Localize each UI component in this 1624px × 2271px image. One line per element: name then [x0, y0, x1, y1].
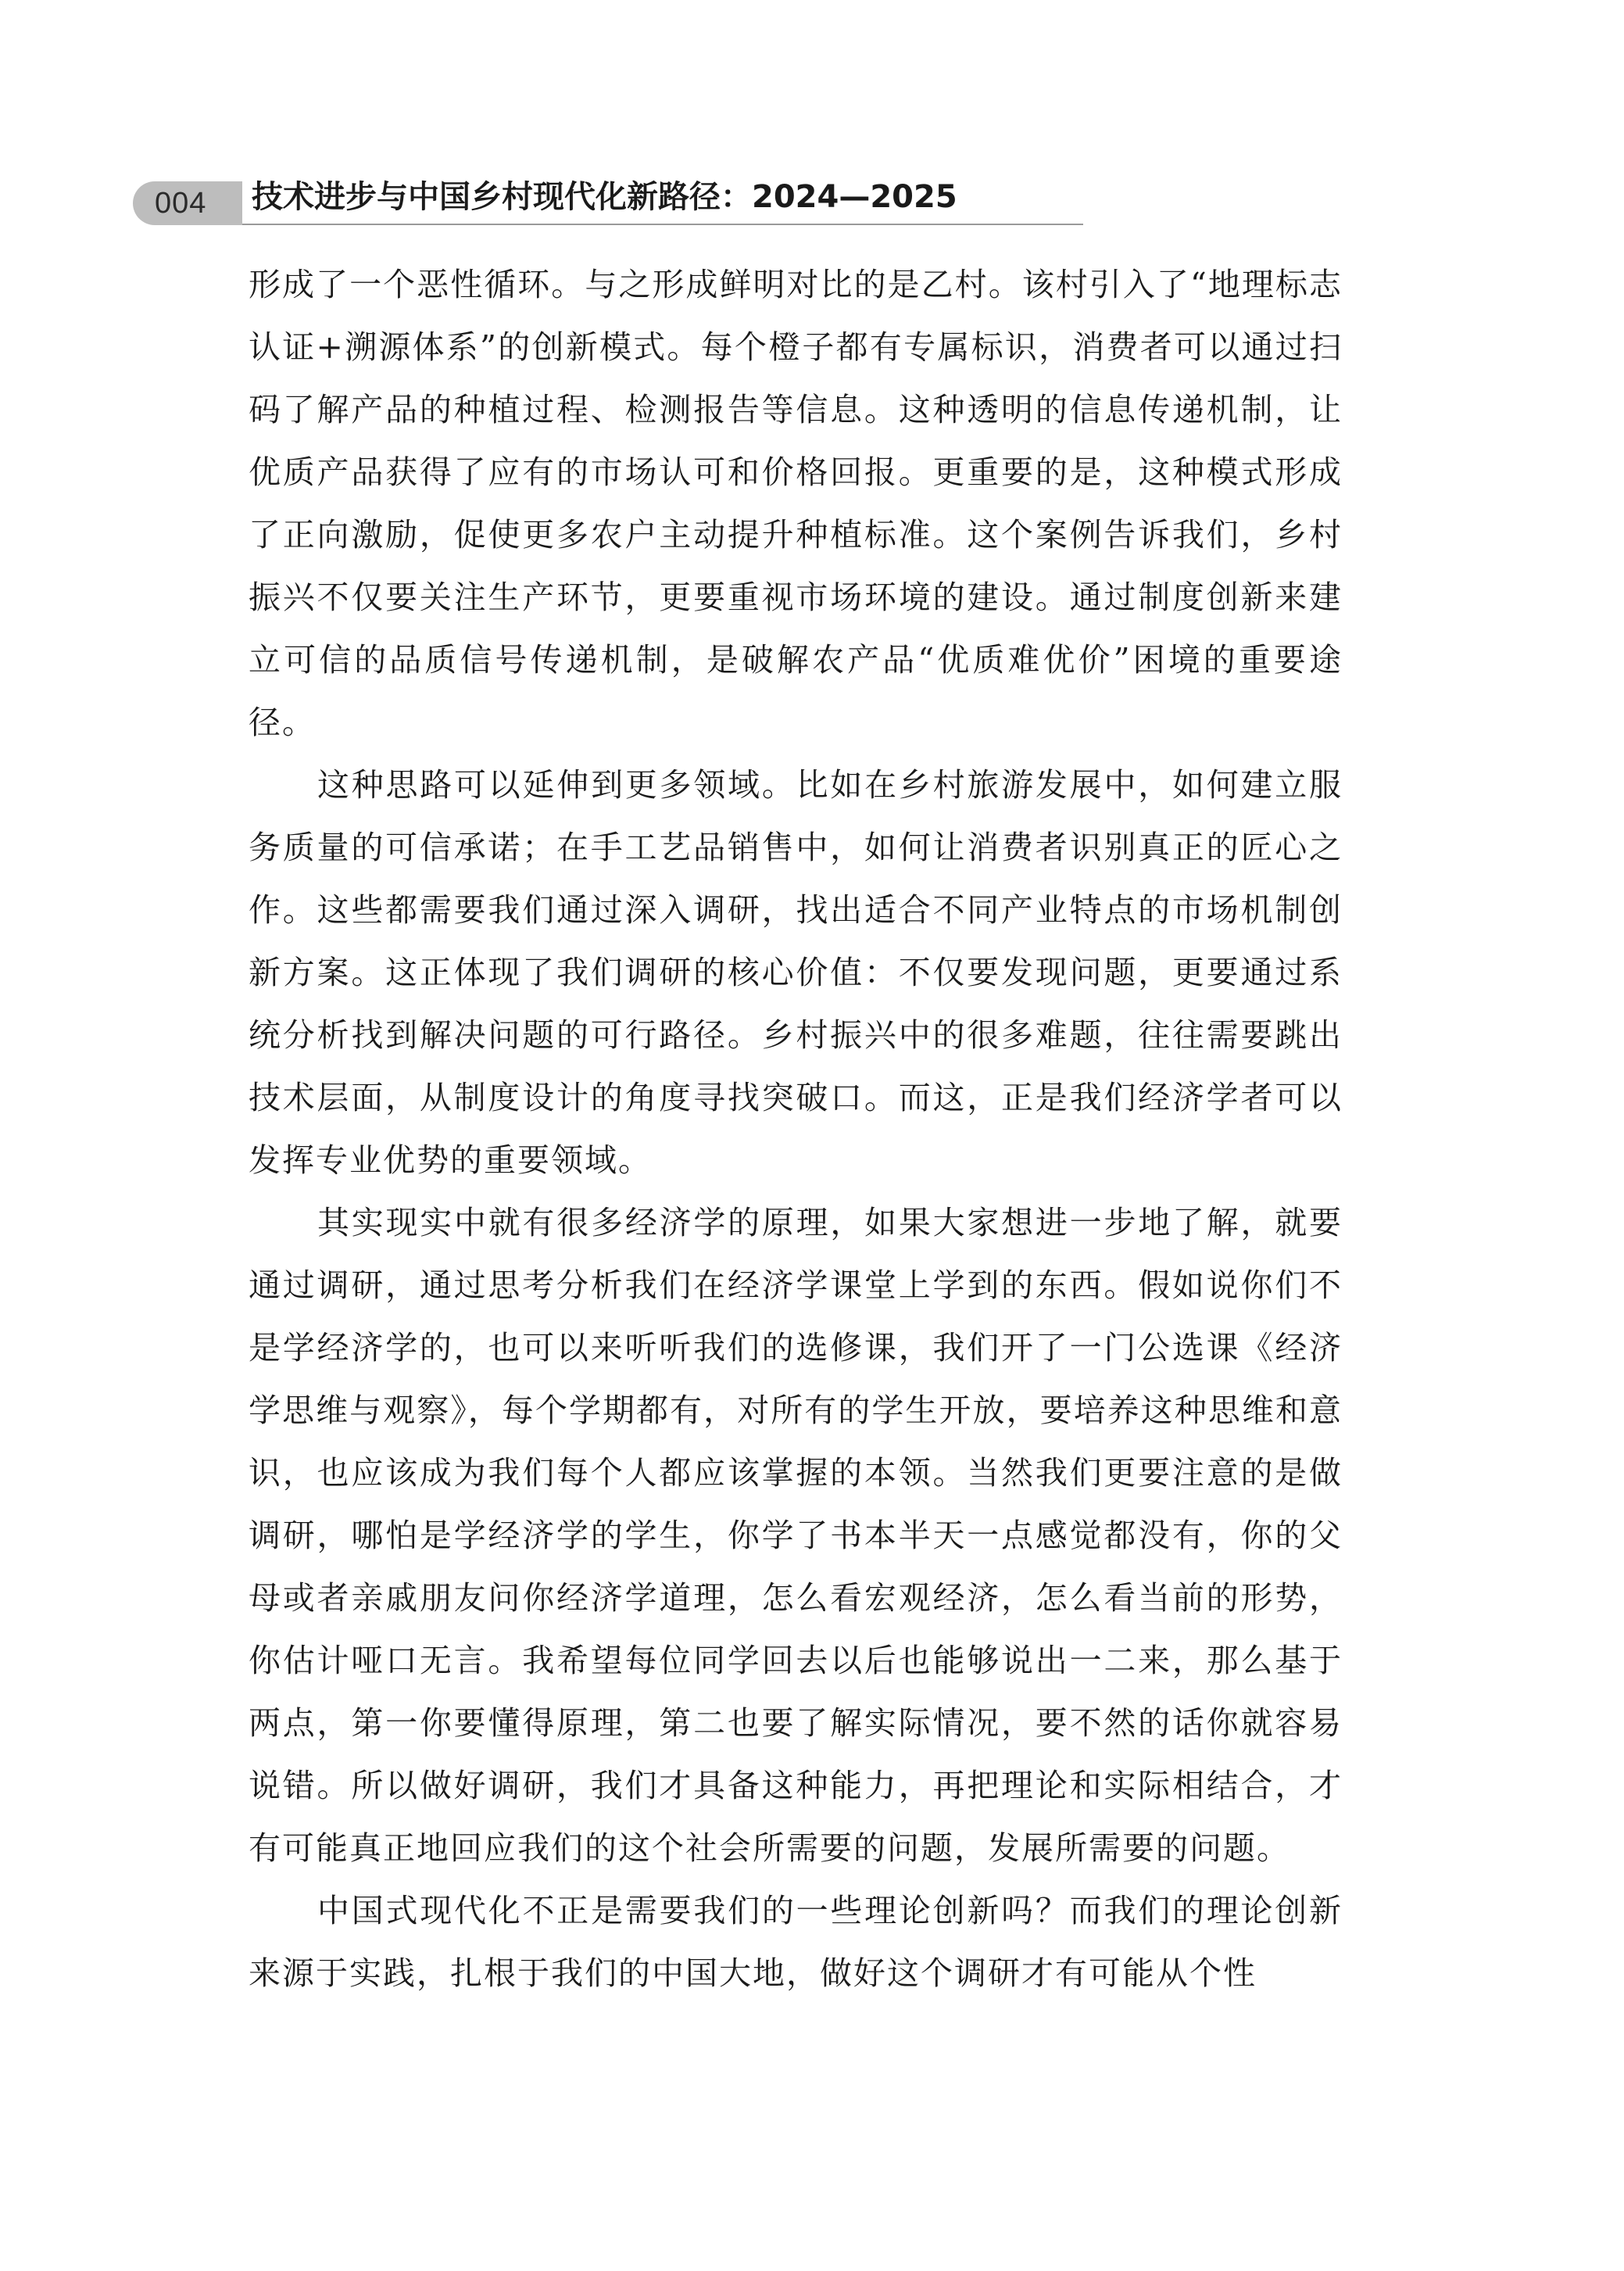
book-title: 技术进步与中国乡村现代化新路径：2024—2025 [252, 179, 957, 215]
paragraph: 中国式现代化不正是需要我们的一些理论创新吗？而我们的理论创新来源于实践，扎根于我们的中国大地，做好这个调研才有可能从个性 [249, 1892, 1343, 1992]
paragraph: 其实现实中就有很多经济学的原理，如果大家想进一步地了解，就要通过调研，通过思考分析我们在经济学课堂上学到的东西。假如说你们不是学经济学的，也可以来听听我们的选修课，我们开了一门公选课《经济学思维与观察》，每个学期都有，对所有的学生开放，要培养这种思维和意识，也应该成为我们每个人都应该掌握的本领。当然我们更要注意的是做调研，哪怕是学经济学的学生，你学了书本半天一点感觉都没有，你的父母或者亲戚朋友问你经济学道理，怎么看宏观经济，怎么看当前的形势，你估计哑口无言。我希望每位同学回去以后也能够说出一二来，那么基于两点，第一你要懂得原理，第二也要了解实际情况，要不然的话你就容易说错。所以做好调研，我们才具备这种能力，再把理论和实际相结合，才有可能真正地回应我们的这个社会所需要的问题，发展所需要的问题。 [249, 1204, 1343, 1867]
paragraph: 这种思路可以延伸到更多领域。比如在乡村旅游发展中，如何建立服务质量的可信承诺；在手工艺品销售中，如何让消费者识别真正的匠心之作。这些都需要我们通过深入调研，找出适合不同产业特点的市场机制创新方案。这正体现了我们调研的核心价值：不仅要发现问题，更要通过系统分析找到解决问题的可行路径。乡村振兴中的很多难题，往往需要跳出技术层面，从制度设计的角度寻找突破口。而这，正是我们经济学者可以发挥专业优势的重要领域。 [249, 766, 1343, 1179]
header-divider [242, 224, 1083, 225]
running-header [133, 167, 957, 230]
paragraph-continued: 形成了一个恶性循环。与之形成鲜明对比的是乙村。该村引入了“地理标志认证+溯源体系”的创新模式。每个橙子都有专属标识，消费者可以通过扫码了解产品的种植过程、检测报告等信息。这种透明的信息传递机制，让优质产品获得了应有的市场认可和价格回报。更重要的是，这种模式形成了正向激励，促使更多农户主动提升种植标准。这个案例告诉我们，乡村振兴不仅要关注生产环节，更要重视市场环境的建设。通过制度创新来建立可信的品质信号传递机制，是破解农产品“优质难优价”困境的重要途径。 [249, 266, 1343, 741]
body-text [249, 253, 1343, 2004]
page-number: 004 [155, 187, 207, 220]
